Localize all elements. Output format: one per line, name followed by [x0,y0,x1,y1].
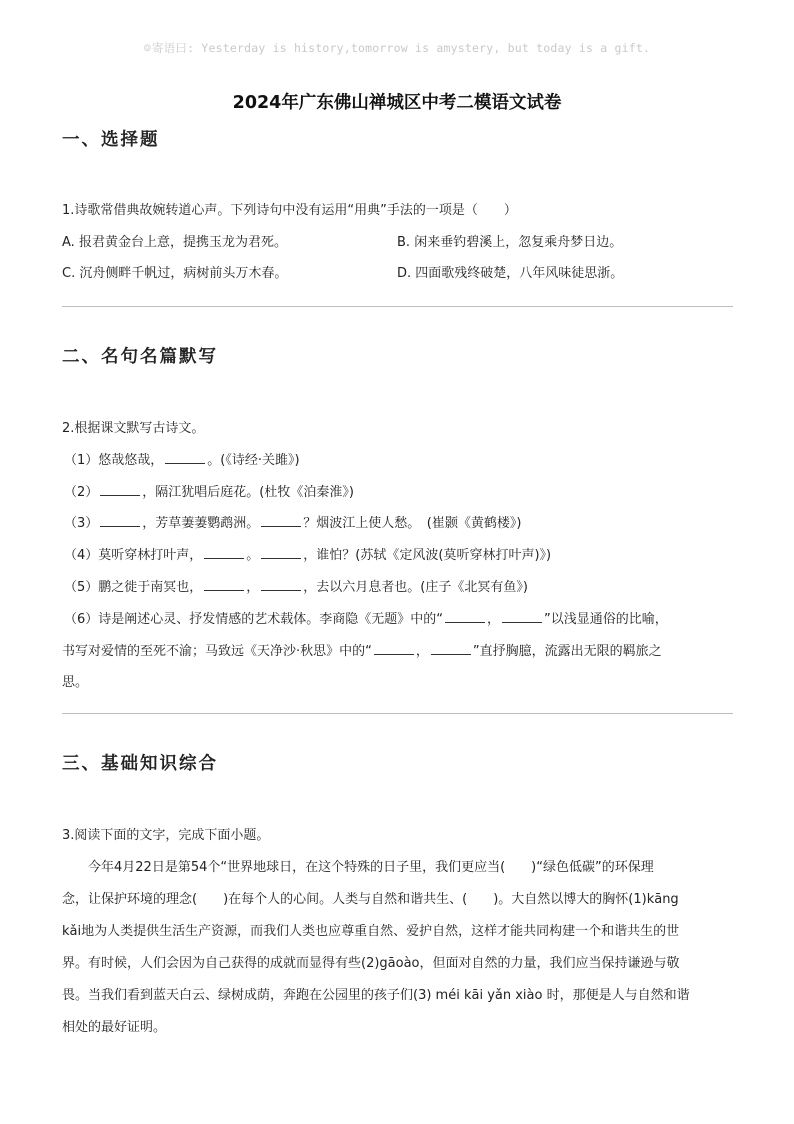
divider [62,306,733,307]
q2-item-6-text-2-end: ”直抒胸臆，流露出无限的羁旅之 [472,644,662,659]
q2-item-6-punct: ， [487,612,501,627]
option-d-label: D. [397,266,412,281]
answer-blank[interactable] [100,515,140,527]
passage-line: 相处的最好证明。 [62,1020,167,1035]
page-title: 2024年广东佛山禅城区中考二模语文试卷 [232,93,562,113]
q2-item-4-punct: 。 [246,548,260,563]
option-b-label: B. [397,235,411,250]
answer-blank[interactable] [100,484,140,496]
q2-item-6-line-3: 思。 [62,675,89,690]
q2-item-5-text: （5）鹏之徙于南冥也， [64,580,203,595]
option-c-text: 沉舟侧畔千帆过，病树前头万木春。 [79,266,288,281]
section-heading-basics: 三、基础知识综合 [62,754,218,774]
divider [62,713,733,714]
answer-blank[interactable] [261,515,301,527]
question-1-stem: 1.诗歌常借典故婉转道心声。下列诗句中没有运用“用典”手法的一项是（ ） [62,203,517,218]
option-d [397,266,623,282]
q2-item-2 [64,484,354,501]
option-a-text: 报君黄金台上意，提携玉龙为君死。 [78,235,287,250]
q2-item-2-text: ，隔江犹唱后庭花。(杜牧《泊秦淮》) [142,485,354,500]
q2-item-3-source: ？烟波江上使人愁。 (崔颢《黄鹤楼》) [303,516,522,531]
q2-item-3-number: （3） [64,516,99,531]
q2-item-1-source: 。(《诗经·关雎》) [207,453,300,468]
q2-item-5 [64,579,528,596]
smiley-icon: ☺ [143,41,151,55]
q2-item-6-text-2: 书写对爱情的至死不渝；马致远《天净沙·秋思》中的“ [62,644,372,659]
q2-item-4 [64,547,551,564]
question-2-stem: 2.根据课文默写古诗文。 [62,421,205,436]
answer-blank[interactable] [261,547,301,559]
q2-item-6-punct-2: ， [415,644,429,659]
option-c [62,266,287,282]
option-b [397,235,622,251]
q2-item-6-text-end: ”以浅显通俗的比喻， [544,612,668,627]
answer-blank[interactable] [502,611,542,623]
q2-item-1-text: （1）悠哉悠哉， [64,453,164,468]
q2-item-1 [64,452,300,469]
section-heading-recitation: 二、名句名篇默写 [62,347,218,367]
answer-blank[interactable] [165,452,205,464]
passage-line: 今年4月22日是第54个“世界地球日，在这个特殊的日子里，我们更应当( )“绿色低碳”的环保理 [62,860,654,875]
q2-item-4-source: ，谁怕？(苏轼《定风波(莫听穿林打叶声)》) [303,548,552,563]
q2-item-3-text: ，芳草萋萋鹦鹉洲。 [142,516,260,531]
answer-blank[interactable] [204,547,244,559]
answer-blank[interactable] [374,643,414,655]
option-b-text: 闲来垂钓碧溪上，忽复乘舟梦日边。 [414,235,623,250]
q2-item-4-text: （4）莫听穿林打叶声， [64,548,203,563]
answer-blank[interactable] [261,579,301,591]
option-d-text: 四面歌残终破楚，八年风味徒思浙。 [415,266,624,281]
q2-item-6-line-1 [64,611,668,628]
answer-blank[interactable] [431,643,471,655]
q2-item-5-source: ，去以六月息者也。(庄子《北冥有鱼》) [303,580,528,595]
q2-item-2-number: （2） [64,485,99,500]
question-3-stem: 3.阅读下面的文字，完成下面小题。 [62,828,270,843]
watermark [0,40,794,56]
answer-blank[interactable] [204,579,244,591]
passage-line: 畏。当我们看到蓝天白云、绿树成荫，奔跑在公园里的孩子们(3) méi kāi yǎn xiào 时，那便是人与自然和谐 [62,988,690,1003]
q2-item-5-punct: ， [246,580,260,595]
q2-item-3 [64,515,521,532]
option-a-label: A. [62,235,75,250]
passage-line: 念，让保护环境的理念( )在每个人的心间。人类与自然和谐共生、( )。大自然以博大的胸怀(1)kāng [62,892,679,907]
option-c-label: C. [62,266,76,281]
q2-item-6-text: （6）诗是阐述心灵、抒发情感的艺术载体。李商隐《无题》中的“ [64,612,444,627]
answer-blank[interactable] [445,611,485,623]
option-a [62,235,287,251]
section-heading-choice: 一、选择题 [62,130,160,150]
passage-line: 界。有时候，人们会因为自己获得的成就而显得有些(2)gāoào，但面对自然的力量，我们应当保持谦逊与敬 [62,956,680,971]
watermark-text: 寄语曰: Yesterday is history,tomorrow is amystery, but today is a gift. [151,41,651,55]
passage-line: kǎi地为人类提供生活生产资源，而我们人类也应尊重自然、爱护自然，这样才能共同构建一个和谐共生的世 [62,924,680,939]
q2-item-6-line-2 [62,643,662,660]
